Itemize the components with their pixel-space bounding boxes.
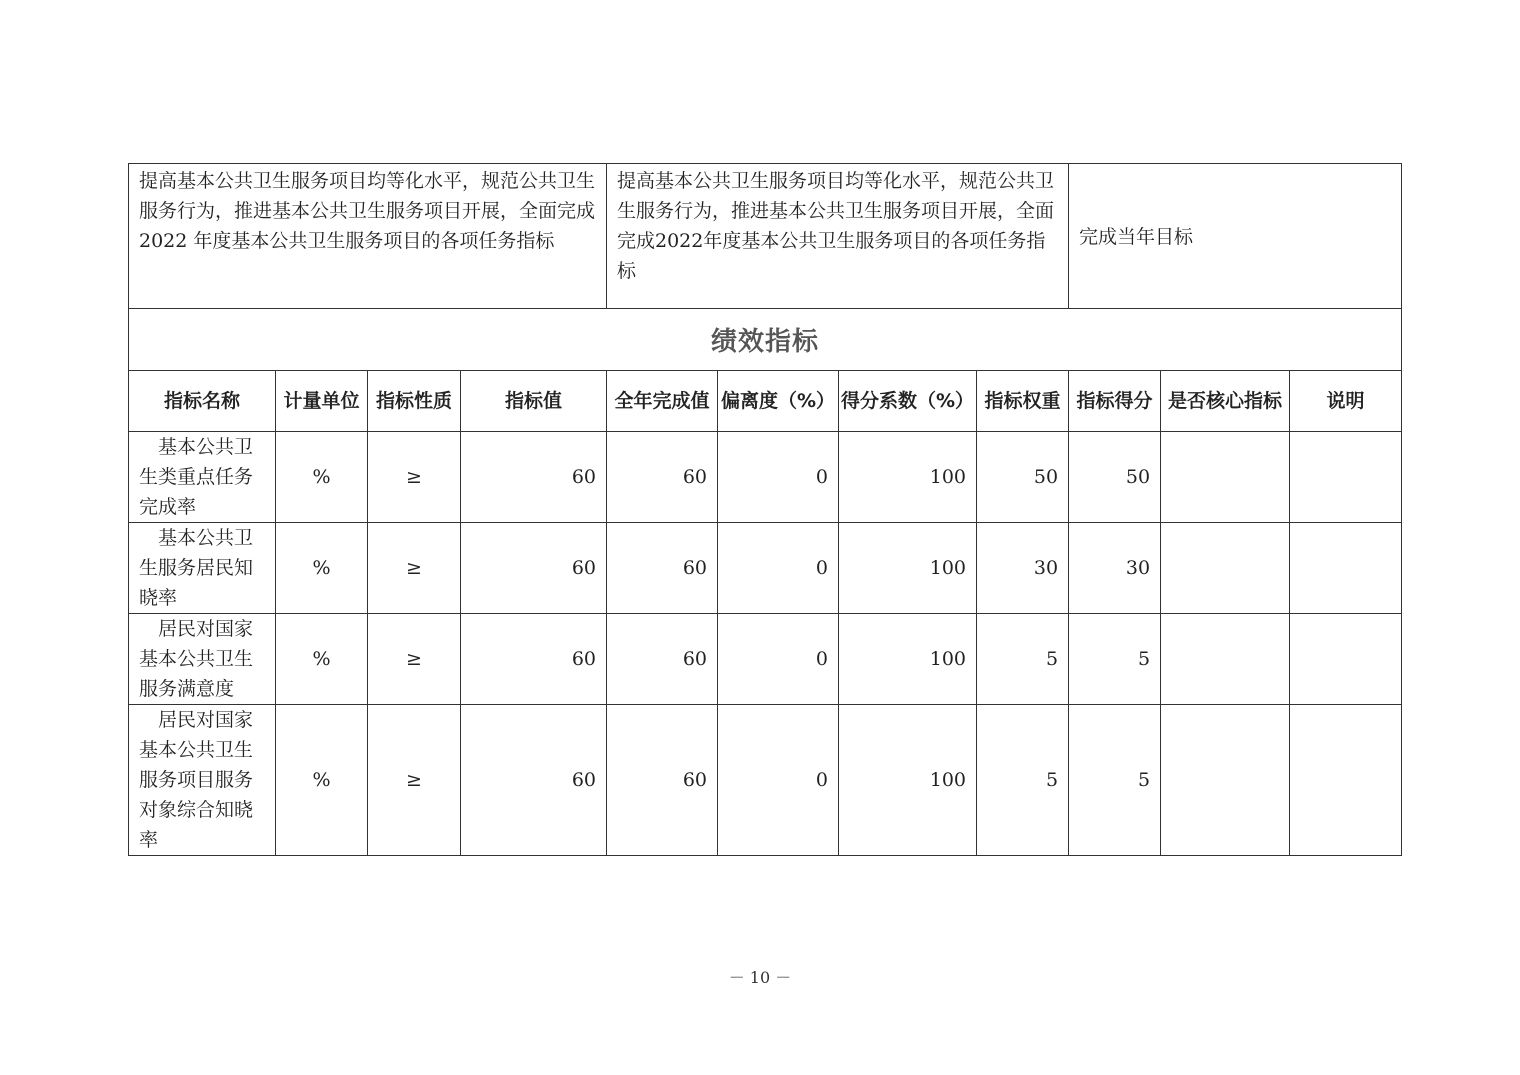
weight-cell: 50 <box>977 432 1069 523</box>
performance-table <box>128 163 1402 856</box>
indicator-name: 基本公共卫生类重点任务完成率 <box>129 432 276 523</box>
weight-cell: 5 <box>977 614 1069 705</box>
header-cell: 是否核心指标 <box>1161 371 1290 432</box>
header-cell: 得分系数（%） <box>839 371 977 432</box>
note-cell <box>1290 432 1402 523</box>
nature-cell: ≥ <box>368 705 461 856</box>
deviation-cell: 0 <box>718 705 839 856</box>
nature-cell: ≥ <box>368 614 461 705</box>
header-cell: 指标性质 <box>368 371 461 432</box>
goal-cell-1: 提高基本公共卫生服务项目均等化水平，规范公共卫生服务行为，推进基本公共卫生服务项目开展，全面完成 2022 年度基本公共卫生服务项目的各项任务指标 <box>129 164 607 309</box>
page-number: － 10 － <box>728 968 792 987</box>
header-row <box>129 371 1402 432</box>
header-cell: 说明 <box>1290 371 1402 432</box>
score-cell: 5 <box>1069 705 1161 856</box>
note-cell <box>1290 523 1402 614</box>
nature-cell: ≥ <box>368 523 461 614</box>
header-cell: 指标值 <box>461 371 607 432</box>
indicator-name: 居民对国家基本公共卫生服务满意度 <box>129 614 276 705</box>
score-cell: 50 <box>1069 432 1161 523</box>
goal-cell-3: 完成当年目标 <box>1069 164 1402 309</box>
section-title: 绩效指标 <box>129 309 1402 371</box>
coefficient-cell: 100 <box>839 432 977 523</box>
coefficient-cell: 100 <box>839 705 977 856</box>
nature-cell: ≥ <box>368 432 461 523</box>
target-cell: 60 <box>461 705 607 856</box>
header-cell: 计量单位 <box>276 371 368 432</box>
actual-cell: 60 <box>607 432 718 523</box>
unit-cell: % <box>276 432 368 523</box>
target-cell: 60 <box>461 614 607 705</box>
score-cell: 5 <box>1069 614 1161 705</box>
deviation-cell: 0 <box>718 523 839 614</box>
core-cell <box>1161 614 1290 705</box>
actual-cell: 60 <box>607 705 718 856</box>
deviation-cell: 0 <box>718 432 839 523</box>
table-row <box>129 614 1402 705</box>
indicator-name: 居民对国家基本公共卫生服务项目服务对象综合知晓率 <box>129 705 276 856</box>
indicator-name: 基本公共卫生服务居民知晓率 <box>129 523 276 614</box>
actual-cell: 60 <box>607 614 718 705</box>
actual-cell: 60 <box>607 523 718 614</box>
target-cell: 60 <box>461 523 607 614</box>
header-cell: 偏离度（%） <box>718 371 839 432</box>
unit-cell: % <box>276 523 368 614</box>
header-cell: 指标得分 <box>1069 371 1161 432</box>
unit-cell: % <box>276 705 368 856</box>
table-row <box>129 432 1402 523</box>
section-title-row <box>129 309 1402 371</box>
coefficient-cell: 100 <box>839 614 977 705</box>
note-cell <box>1290 614 1402 705</box>
header-cell: 指标名称 <box>129 371 276 432</box>
header-cell: 全年完成值 <box>607 371 718 432</box>
unit-cell: % <box>276 614 368 705</box>
core-cell <box>1161 432 1290 523</box>
core-cell <box>1161 705 1290 856</box>
goal-cell-2: 提高基本公共卫生服务项目均等化水平，规范公共卫生服务行为，推进基本公共卫生服务项目开展，全面完成2022年度基本公共卫生服务项目的各项任务指标 <box>607 164 1069 309</box>
table-row <box>129 523 1402 614</box>
note-cell <box>1290 705 1402 856</box>
header-cell: 指标权重 <box>977 371 1069 432</box>
goal-row <box>129 164 1402 309</box>
weight-cell: 30 <box>977 523 1069 614</box>
coefficient-cell: 100 <box>839 523 977 614</box>
target-cell: 60 <box>461 432 607 523</box>
core-cell <box>1161 523 1290 614</box>
weight-cell: 5 <box>977 705 1069 856</box>
deviation-cell: 0 <box>718 614 839 705</box>
score-cell: 30 <box>1069 523 1161 614</box>
table-row <box>129 705 1402 856</box>
